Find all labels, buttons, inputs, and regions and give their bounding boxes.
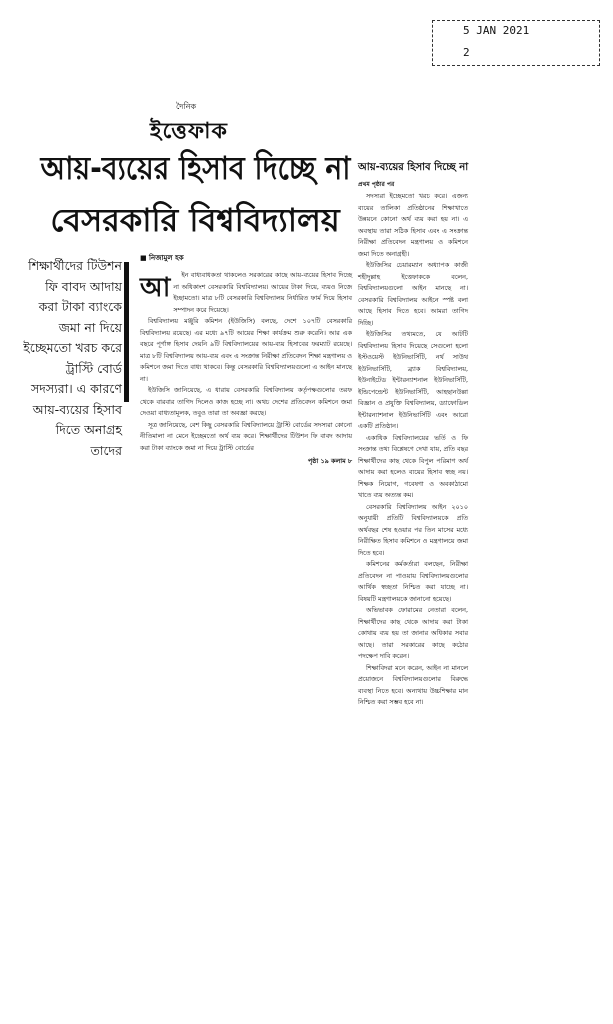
continued-marker: পৃষ্ঠা ১৯ কলাম ৮ <box>307 457 352 465</box>
pull-quote-line: ট্রাস্টি বোর্ড <box>65 360 122 376</box>
date-stamp <box>432 20 600 66</box>
headline-line-1: আয়-ব্যয়ের হিসাব দিচ্ছে না <box>40 149 350 187</box>
pull-quote-line: করা টাকা ব্যাংকে <box>38 299 122 314</box>
masthead-prefix: দৈনিক <box>176 102 197 111</box>
paragraph: ইন বাধ্যবাধকতা থাকলেও সরকারের কাছে আয়-ব্যয়ের হিসাব দিচ্ছে না অধিকাংশ বেসরকারি বিশ্ববিদ্যালয়। আয়ের টাকা দিয়ে, ব্যয়ও নিজে ইচ্ছামতো। মাত্র ৮টি বেসরকারি বিশ্ববিদ্যালয় নির্ধারিত ফার্ম দিয়ে হিসাব সম্পাদন করে দিয়েছে। <box>173 271 352 314</box>
paragraph: শিক্ষাবিদরা মনে করেন, আইন না মানলে প্রয়োজনে বিশ্ববিদ্যালয়গুলোর বিরুদ্ধে ব্যবস্থা নিতে হবে। অন্যথায় উচ্চশিক্ষার মান নিশ্চিত করা সম্ভব হবে না। <box>358 663 468 706</box>
paragraph: সূত্র জানিয়েছে, বেশ কিছু বেসরকারি বিশ্ববিদ্যালয়ে ট্রাস্টি বোর্ডের সদস্যরা কোনো নীতিমালা না মেনে ইচ্ছেমতো অর্থ ব্যয় করে। শিক্ষার্থীদের টিউশন ফি বাবদ আদায় করা টাকা ব্যাংকে জমা না দিয়ে ট্রাস্টি বোর্ডের <box>140 420 352 452</box>
pull-quote-line: জমা না দিয়ে <box>58 319 122 335</box>
paragraph: ইউজিসি জানিয়েছে, এ ধারায় বেসরকারি বিশ্ববিদ্যালয় কর্তৃপক্ষগুলোর তরফ থেকে বারবার তাগিদ দিলেও কাজ হচ্ছে না। অথচ দেশের প্রতিবেদন কমিশনে জমা দেওয়া বাধ্যতামূলক, তবুও তারা তা অবজ্ঞা করছে। <box>140 386 352 417</box>
paragraph: একাধিক বিশ্ববিদ্যালয়ের ভর্তি ও ফি সংক্রান্ত তথ্য বিশ্লেষণে দেখা যায়, প্রতি বছর শিক্ষার্থীদের কাছ থেকে বিপুল পরিমাণ অর্থ আদায় করা হলেও ব্যয়ের হিসাব স্বচ্ছ নয়। শিক্ষক নিয়োগ, গবেষণা ও অবকাঠামো খাতে ব্যয় অত্যন্ত কম। <box>358 433 468 499</box>
continuation-from: প্রথম পৃষ্ঠার পর <box>358 181 395 188</box>
masthead-logo: ইত্তেফাক <box>150 119 228 144</box>
byline: ■ নিজামুল হক <box>140 254 184 262</box>
continuation-column <box>358 158 468 709</box>
pull-quote-line: দিতে অনাগ্রহ <box>55 422 122 437</box>
pull-quote <box>14 256 122 461</box>
paragraph: ইউজিসির চেয়ারম্যান অধ্যাপক কাজী শহীদুল্লাহ ইত্তেফাককে বলেন, বিশ্ববিদ্যালয়গুলো আইন মানছে না। বেসরকারি বিশ্ববিদ্যালয় আইনে স্পষ্ট বলা আছে হিসাব দিতে হবে। আমরা তাগিদ দিচ্ছি। <box>358 261 468 327</box>
paragraph: অভিভাবক ফোরামের নেতারা বলেন, শিক্ষার্থীদের কাছ থেকে আদায় করা টাকা কোথায় ব্যয় হয় তা জানার অধিকার সবার আছে। তারা সরকারের কাছে কঠোর পদক্ষেপ দাবি করেন। <box>358 606 468 660</box>
pull-quote-line: ফি বাবদ আদায় <box>45 278 122 294</box>
drop-cap: আ <box>140 273 171 303</box>
stamp-page: 2 <box>463 46 476 59</box>
continuation-title: আয়-ব্যয়ের হিসাব দিচ্ছে না <box>358 161 469 173</box>
pull-quote-line: ইচ্ছেমতো খরচ করে <box>23 340 122 355</box>
pull-quote-line: সদস্যরা। এ কারণে <box>31 381 122 396</box>
paragraph: সদস্যরা ইচ্ছেমতো খরচ করে। এজন্য ব্যয়ের তালিকা প্রতিষ্ঠানের শিক্ষাখাতে উন্নয়নে কোনো অর্থ ব্যয় করা হয় না। এ অবস্থায় তারা সঠিক হিসাব এবং এ সংক্রান্ত নিরীক্ষা প্রতিবেদন মন্ত্রণালয় ও কমিশনে জমা দিতে অনাগ্রহী। <box>358 192 468 258</box>
pull-quote-line: তাদের <box>90 442 122 458</box>
paragraph: কমিশনের কর্মকর্তারা বলছেন, নিরীক্ষা প্রতিবেদন না পাওয়ায় বিশ্ববিদ্যালয়গুলোর আর্থিক স্বচ্ছতা নিশ্চিত করা যাচ্ছে না। বিষয়টি মন্ত্রণালয়কে জানানো হয়েছে। <box>358 560 468 603</box>
headline-line-2: বেসরকারি বিশ্ববিদ্যালয় <box>50 201 340 239</box>
pull-quote-line: আয়-ব্যয়ের হিসাব <box>32 401 122 417</box>
pull-quote-line: শিক্ষার্থীদের টিউশন <box>28 258 122 273</box>
paragraph: বেসরকারি বিশ্ববিদ্যালয় আইন ২০১০ অনুযায়ী প্রতিটি বিশ্ববিদ্যালয়কে প্রতি অর্থবছর শেষ হওয়ার পর তিন মাসের মধ্যে নিরীক্ষিত হিসাব কমিশনে ও মন্ত্রণালয়ে জমা দিতে হবে। <box>358 502 468 557</box>
stamp-date: 5 JAN 2021 <box>463 24 530 37</box>
paragraph: ইউজিসির তথ্যমতে, যে আটটি বিশ্ববিদ্যালয় হিসাব দিয়েছে সেগুলো হলো ইস্টওয়েস্ট ইউনিভার্সিটি, নর্থ সাউথ ইউনিভার্সিটি, ব্র্যাক বিশ্ববিদ্যালয়, ইউনাইটেড ইন্টারন্যাশনাল ইউনিভার্সিটি, ইন্ডিপেন্ডেন্ট ইউনিভার্সিটি, আহছানউল্লা বিজ্ঞান ও প্রযুক্তি বিশ্ববিদ্যালয়, ড্যাফোডিল ইন্টারন্যাশনাল ইউনিভার্সিটি এবং আরো একটি প্রতিষ্ঠান। <box>358 330 468 430</box>
article-body <box>140 270 352 468</box>
headline <box>40 142 350 246</box>
paragraph: বিশ্ববিদ্যালয় মঞ্জুরি কমিশন (ইউজিসি) বলছে, দেশে ১০৭টি বেসরকারি বিশ্ববিদ্যালয় রয়েছে। এর মধ্যে ৯৭টি আয়ের শিক্ষা কার্যক্রম শুরু করেনি। আর এক বছরে পূর্ণাঙ্গ হিসাব দেয়নি ৯টি বিশ্ববিদ্যালয়ের আয়-ব্যয় হিসাবের ফরম্যাট রয়েছে। মাত্র ৮টি বিশ্ববিদ্যালয় আয়-ব্যয় এবং এ সংক্রান্ত নিরীক্ষা প্রতিবেদন শিক্ষা মন্ত্রণালয় ও কমিশনে জমা দিতে বাধ্য থাকবে। কিন্তু বেসরকারি বিশ্ববিদ্যালয়গুলো এ আইন মানছে না। <box>140 317 352 383</box>
pull-quote-rule <box>124 262 129 402</box>
